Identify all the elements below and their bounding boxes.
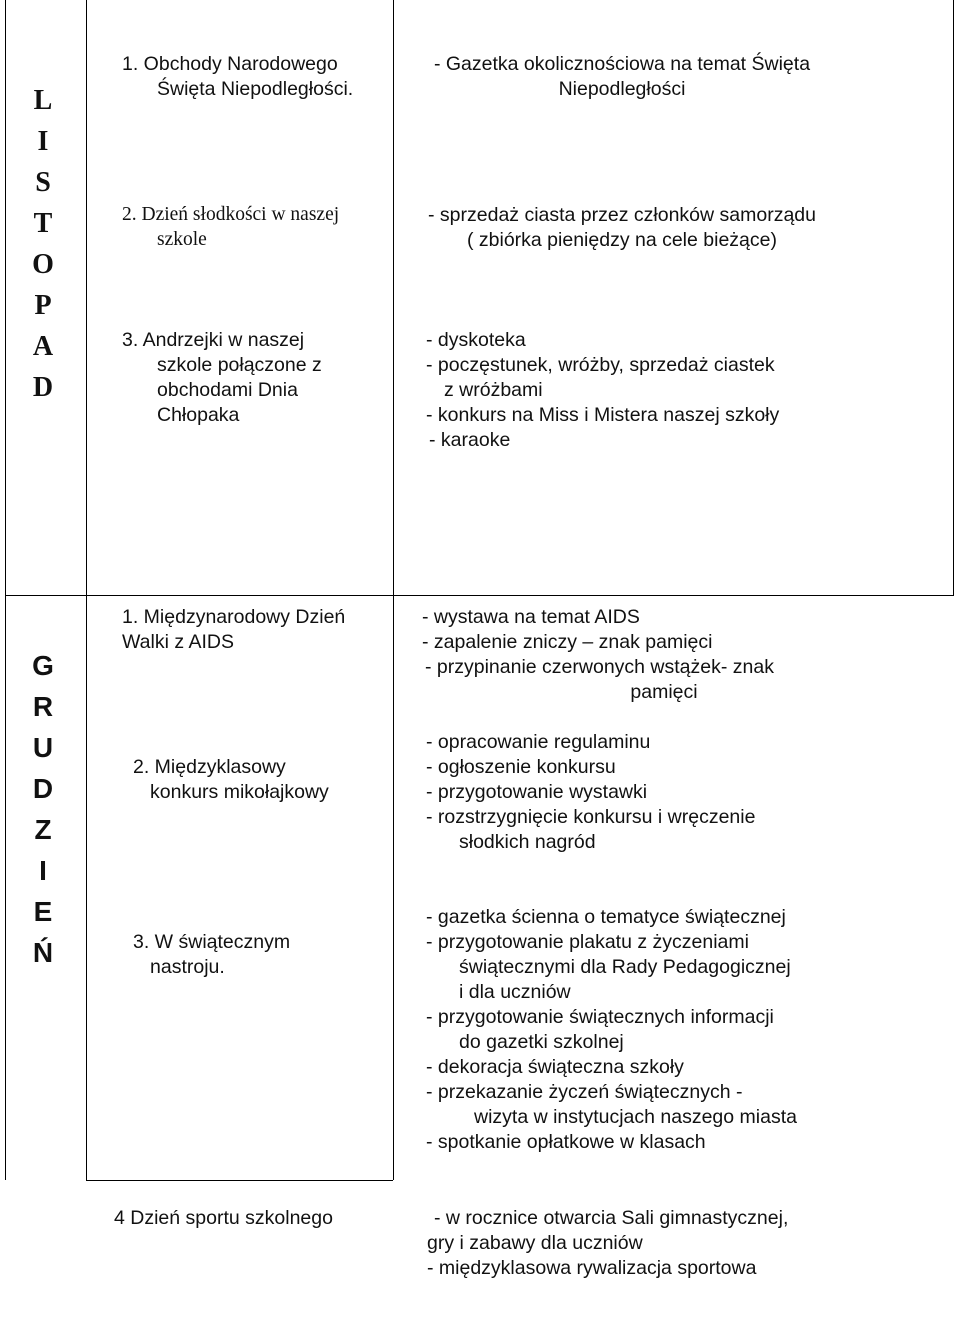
activity-line: ( zbiórka pieniędzy na cele bieżące) bbox=[466, 229, 777, 251]
event-item: 2. Dzień słodkości w naszej bbox=[122, 204, 340, 225]
month-letter: I bbox=[39, 855, 47, 886]
activity-line: - przygotowanie świątecznych informacji bbox=[426, 1006, 774, 1028]
event-item: 4 Dzień sportu szkolnego bbox=[114, 1207, 333, 1229]
activity-line: - przygotowanie wystawki bbox=[426, 781, 648, 803]
event-item-continuation: nastroju. bbox=[150, 956, 225, 978]
activity-line: - karaoke bbox=[429, 429, 511, 451]
month-letter: D bbox=[32, 773, 54, 804]
event-item: 1. Międzynarodowy Dzień bbox=[122, 606, 346, 628]
month-letter: U bbox=[32, 732, 54, 763]
activity-line: gry i zabawy dla uczniów bbox=[427, 1232, 643, 1254]
activity-line: pamięci bbox=[630, 681, 698, 703]
activity-line: - w rocznice otwarcia Sali gimnastycznej, bbox=[434, 1207, 789, 1229]
row-divider-listopad-grudzien bbox=[5, 595, 953, 596]
activity-line: - przypinanie czerwonych wstążek- znak bbox=[425, 656, 774, 678]
event-item: 3. Andrzejki w naszej bbox=[122, 329, 305, 351]
month-letter: Ń bbox=[32, 937, 54, 968]
event-item-continuation: Walki z AIDS bbox=[122, 631, 234, 653]
month-letter: E bbox=[33, 896, 53, 927]
activity-line: do gazetki szkolnej bbox=[459, 1031, 624, 1053]
activity-line: - sprzedaż ciasta przez członków samorządu bbox=[428, 204, 816, 226]
event-item-continuation: Święta Niepodległości. bbox=[157, 78, 354, 100]
event-item-continuation: obchodami Dnia bbox=[157, 379, 298, 401]
month-letter: O bbox=[32, 249, 54, 280]
activity-line: wizyta w instytucjach naszego miasta bbox=[474, 1106, 797, 1128]
activity-line: - wystawa na temat AIDS bbox=[422, 606, 640, 628]
month-column-divider bbox=[86, 0, 87, 1180]
event-item: 2. Międzyklasowy bbox=[133, 756, 286, 778]
activity-line: - ogłoszenie konkursu bbox=[426, 756, 616, 778]
month-label-listopad bbox=[0, 80, 86, 408]
activity-line: - dyskoteka bbox=[426, 329, 526, 351]
activity-line: - zapalenie zniczy – znak pamięci bbox=[422, 631, 713, 653]
event-item-continuation: konkurs mikołajkowy bbox=[150, 781, 329, 803]
activity-line: - dekoracja świąteczna szkoły bbox=[426, 1056, 684, 1078]
activity-line: - przekazanie życzeń świątecznych - bbox=[426, 1081, 743, 1103]
activity-line: świątecznymi dla Rady Pedagogicznej bbox=[459, 956, 791, 978]
activity-line: - międzyklasowa rywalizacja sportowa bbox=[427, 1257, 757, 1279]
activity-line: - gazetka ścienna o tematyce świątecznej bbox=[426, 906, 786, 928]
month-letter: R bbox=[32, 691, 54, 722]
activity-line: Niepodległości bbox=[558, 78, 686, 100]
month-letter: A bbox=[32, 331, 54, 362]
event-column-divider bbox=[393, 0, 394, 1180]
activity-line: - przygotowanie plakatu z życzeniami bbox=[426, 931, 749, 953]
activity-line: - poczęstunek, wróżby, sprzedaż ciastek bbox=[426, 354, 775, 376]
activity-line: z wróżbami bbox=[444, 379, 543, 401]
month-letter: Z bbox=[34, 814, 52, 845]
activity-line: słodkich nagród bbox=[459, 831, 596, 853]
activity-line: - rozstrzygnięcie konkursu i wręczenie bbox=[426, 806, 756, 828]
month-letter: S bbox=[35, 167, 51, 198]
month-letter: L bbox=[33, 85, 53, 116]
activity-line: - opracowanie regulaminu bbox=[426, 731, 651, 753]
activity-line: - spotkanie opłatkowe w klasach bbox=[426, 1131, 706, 1153]
month-letter: P bbox=[34, 290, 52, 321]
table-right-border bbox=[953, 0, 954, 596]
month-label-grudzien bbox=[0, 645, 86, 973]
month-letter: I bbox=[37, 126, 49, 157]
activity-line: i dla uczniów bbox=[459, 981, 571, 1003]
month-letter: T bbox=[33, 208, 53, 239]
row-divider-grudzien-bottom bbox=[86, 1180, 393, 1181]
month-letter: G bbox=[32, 650, 54, 681]
event-item-continuation: szkole połączone z bbox=[157, 354, 322, 376]
event-item: 1. Obchody Narodowego bbox=[122, 53, 338, 75]
month-letter: D bbox=[32, 372, 54, 403]
event-item: 3. W świątecznym bbox=[133, 931, 291, 953]
activity-line: - konkurs na Miss i Mistera naszej szkoły bbox=[426, 404, 780, 426]
activity-line: - Gazetka okolicznościowa na temat Święta bbox=[433, 53, 811, 75]
event-item-continuation: szkole bbox=[157, 229, 207, 250]
event-item-continuation: Chłopaka bbox=[157, 404, 240, 426]
